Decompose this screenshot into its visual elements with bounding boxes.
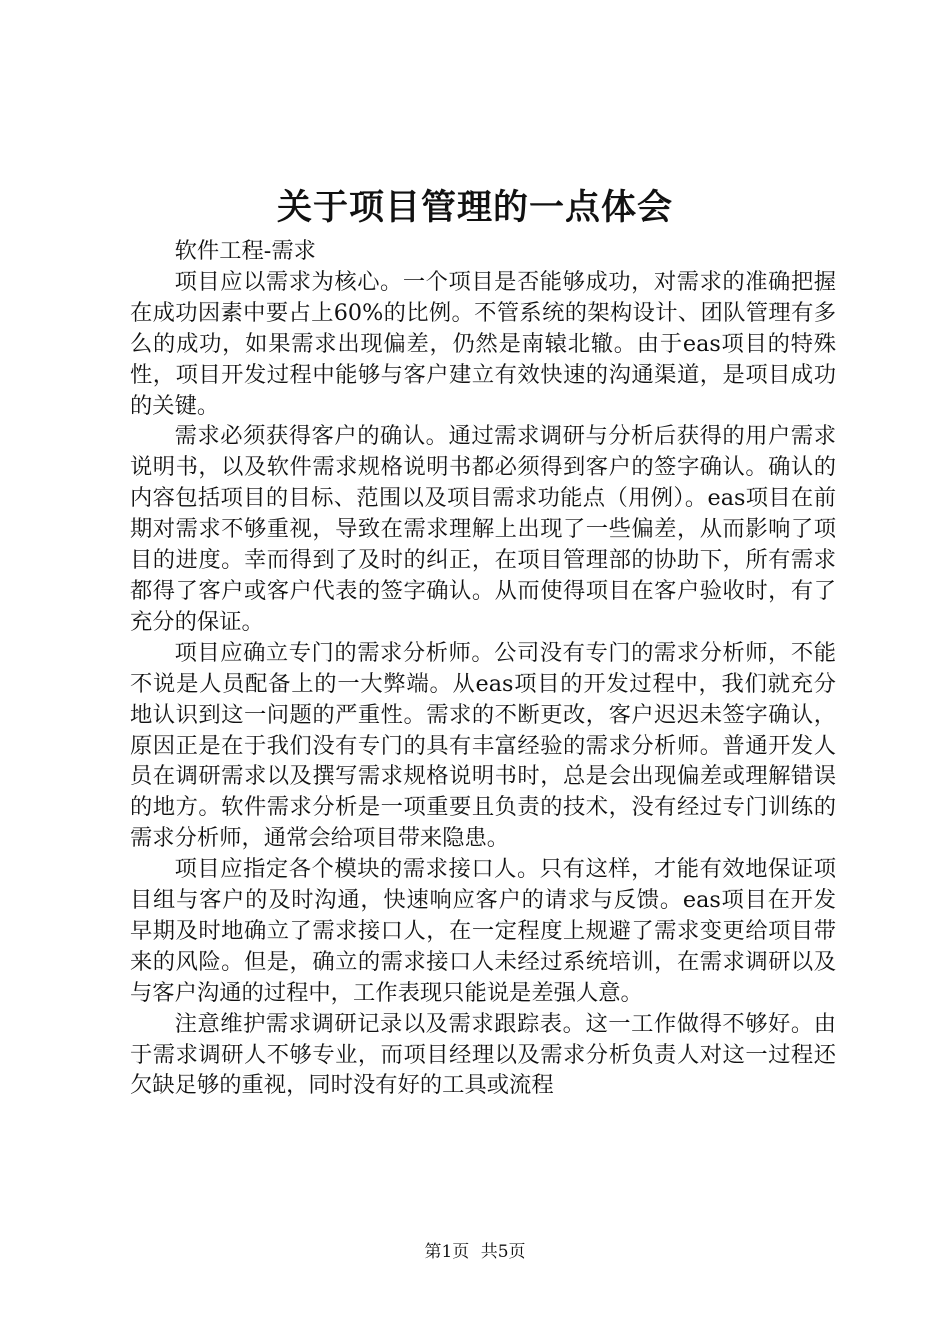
section-heading: 软件工程-需求 — [174, 238, 316, 264]
total-pages: 共5页 — [480, 1242, 526, 1262]
page-number: 第1页 — [424, 1242, 470, 1262]
paragraph: 需求必须获得客户的确认。通过需求调研与分析后获得的用户需求说明书，以及软件需求规格说明书都必须得到客户的签字确认。确认的内容包括项目的目标、范围以及项目需求功能点（用例）。eas项目在前期对需求不够重视，导致在需求理解上出现了一些偏差，从而影响了项目的进度。幸而得到了及时的纠正，在项目管理部的协助下，所有需求都得了客户或客户代表的签字确认。从而使得项目在客户验收时，有了充分的保证。 — [130, 423, 836, 635]
paragraph: 项目应确立专门的需求分析师。公司没有专门的需求分析师，不能不说是人员配备上的一大弊端。从eas项目的开发过程中，我们就充分地认识到这一问题的严重性。需求的不断更改，客户迟迟未签字确认，原因正是在于我们没有专门的具有丰富经验的需求分析师。普通开发人员在调研需求以及撰写需求规格说明书时，总是会出现偏差或理解错误的地方。软件需求分析是一项重要且负责的技术，没有经过专门训练的需求分析师，通常会给项目带来隐患。 — [130, 639, 836, 852]
paragraph: 项目应以需求为核心。一个项目是否能够成功，对需求的准确把握在成功因素中要占上60%的比例。不管系统的架构设计、团队管理有多么的成功，如果需求出现偏差，仍然是南辕北辙。由于eas项目的特殊性，项目开发过程中能够与客户建立有效快速的沟通渠道，是项目成功的关键。 — [130, 268, 836, 419]
document-title: 关于项目管理的一点体会 — [276, 187, 673, 228]
document-body — [130, 236, 836, 1101]
page-footer — [0, 1240, 950, 1264]
paragraph: 项目应指定各个模块的需求接口人。只有这样，才能有效地保证项目组与客户的及时沟通，快速响应客户的请求与反馈。eas项目在开发早期及时地确立了需求接口人，在一定程度上规避了需求变更给项目带来的风险。但是，确立的需求接口人未经过系统培训，在需求调研以及与客户沟通的过程中，工作表现只能说是差强人意。 — [130, 856, 836, 1006]
paragraph: 注意维护需求调研记录以及需求跟踪表。这一工作做得不够好。由于需求调研人不够专业，而项目经理以及需求分析负责人对这一过程还欠缺足够的重视，同时没有好的工具或流程 — [130, 1010, 836, 1099]
